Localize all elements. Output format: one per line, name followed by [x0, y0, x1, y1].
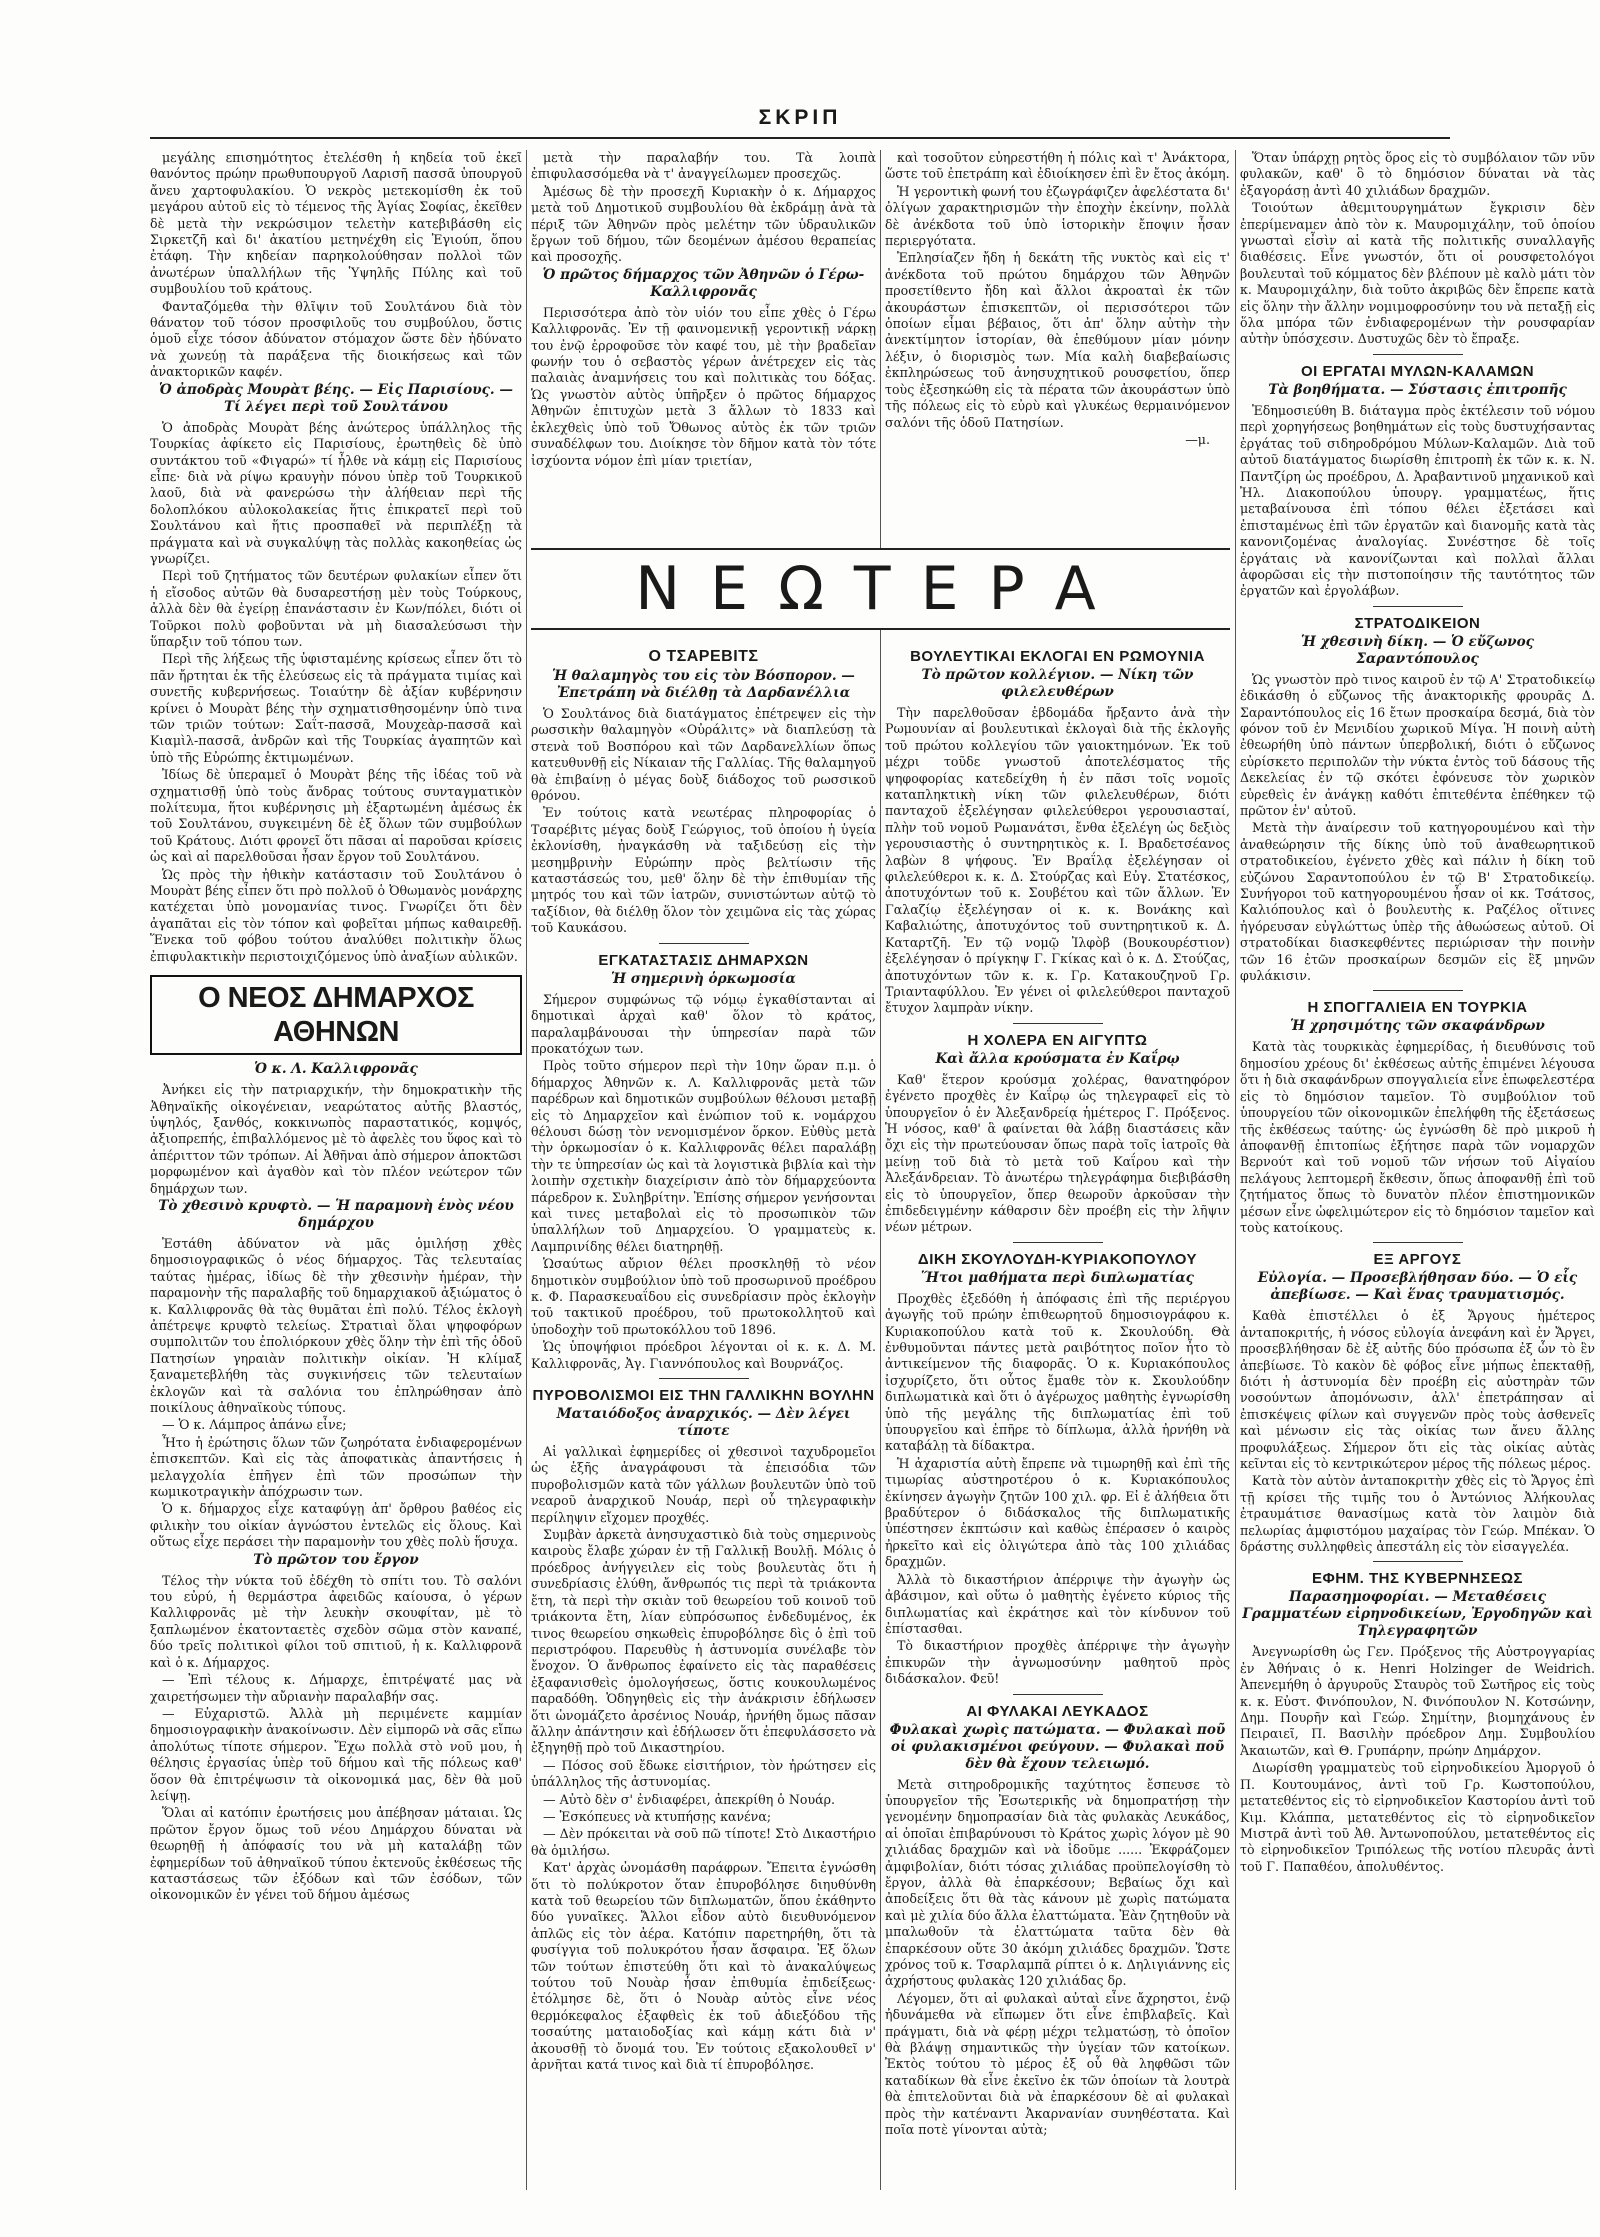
- divider: [1373, 606, 1463, 607]
- divider: [1013, 1242, 1103, 1243]
- column-3-top: [885, 150, 1230, 610]
- paragraph: Ἡ ἀχαριστία αὐτὴ ἔπρεπε νὰ τιμωρηθῇ καὶ ἐπὶ τῆς τιμωρίας αὐστηροτέρου ὁ κ. Κυριακόπουλος ἐκίνησεν ἀγωγὴν ζητῶν 100 χιλ. φρ. Εἰ ἐ ἀλήθεια ὅτι βραδύτερον ὁ διδάσκαλος τῆς διπλωματικῆς ὑπέστησεν ἐκπτώσιν καὶ καθὼς ἐπέρασεν ὁ καιρὸς ἠρκεῖτο καὶ εἰς ὀλιγώτερα ἀπὸ τὰς 100 χιλιάδας δραχμῶν.: [885, 1455, 1230, 1570]
- paragraph: Ὅλαι αἱ κατόπιν ἐρωτήσεις μου ἀπέβησαν μάταιαι. Ὡς πρῶτον ἔργον ὅμως τοῦ νέου Δημάρχου δύναται νὰ θεωρηθῇ ἡ ἀπόφασίς του νὰ μὴ καταλάβῃ τῶν ἐφημερίδων τοῦ ἀθηναϊκοῦ τύπου ἐκτενοῦς ἐκθέσεως τῆς καταστάσεως τῶν ἐξόδων καὶ τῶν ἐσόδων, τῶν οἰκονομικῶν ἐν γένει τοῦ δήμου ἀμέσως: [150, 1805, 522, 1903]
- masthead-rule: [150, 137, 1450, 139]
- column-divider: [880, 150, 881, 2190]
- paragraph: Ἐν τούτοις κατὰ νεωτέρας πληροφορίας ὁ Τσαρέβιτς μέγας δοὺξ Γεώργιος, τοῦ ὁποίου ἡ ὑγεία ἐκλονίσθη, ἠναγκάσθη νὰ ταξιδεύσῃ εἰς τὴν μεσημβρινὴν Εὐρώπην πρὸς βελτίωσιν τῆς καταστάσεώς του, μεθ' ὅλην δὲ τὴν ἐπιθυμίαν τῆς μητρός του καὶ τῶν ἰατρῶν, συνιστώντων αὐτῷ τὸ ταξίδιον, θὰ διέλθῃ ὅλον τὸν χειμῶνα εἰς τὰς χώρας τοῦ Καυκάσου.: [531, 805, 876, 936]
- article-subheadline: Ἡ σημερινὴ ὁρκωμοσία: [611, 970, 796, 987]
- article-subheadline: Καὶ ἄλλα κρούσματα ἐν Καΐρῳ: [935, 1050, 1180, 1067]
- paragraph: Περισσότερα ἀπὸ τὸν υἱόν του εἶπε χθὲς ὁ Γέρω Καλλιφρονᾶς. Ἐν τῇ φαινομενικῇ γεροντικῇ νάρκῃ του ἐνῷ ἐρροφοῦσε τὸν καφέ του, μὲ τὴν βραδεῖαν φωνήν του ὁ σεβαστὸς γέρων ἀνέτρεχεν εἰς τὰς παλαιὰς ἀναμνήσεις του καὶ πολιτικὰς του δόξας. Ὡς γνωστὸν αὐτὸς ὑπῆρξεν ὁ πρῶτος δήμαρχος Ἀθηνῶν ἐπιτυχὼν μετὰ 3 ἄλλων τὸ 1833 καὶ ἐκλεχθεὶς ὑπὸ τοῦ Ὄθωνος αὐτὸς ἐκ τῶν τριῶν συναδέλφων του. Διοίκησε τὸν δῆμον κατὰ τὸν τότε ἰσχύοντα νόμον ἐπὶ μίαν τριετίαν,: [531, 304, 876, 468]
- paragraph: Ἀμέσως δὲ τὴν προσεχῆ Κυριακὴν ὁ κ. Δήμαρχος μετὰ τοῦ Δημοτικοῦ συμβουλίου θὰ ἐκδράμῃ ἀνὰ τὰ πέριξ τῶν Ἀθηνῶν πρὸς μελέτην τῶν ὑδραυλικῶν ἔργων τοῦ δήμου, τῶν δεομένων ἀμέσου θεραπείας καὶ προσοχῆς.: [531, 183, 876, 265]
- article-subheadline: Φυλακαὶ χωρὶς πατώματα. — Φυλακαὶ ποῦ οἱ φυλακισμένοι φεύγουν. — Φυλακαὶ ποῦ δὲν θὰ ἔχουν τελειωμό.: [889, 1721, 1226, 1772]
- article-subheadline: Τὰ βοηθήματα. — Σύστασις ἐπιτροπῆς: [1268, 381, 1567, 398]
- paragraph: — Ἐσκόπευες νὰ κτυπήσῃς κανένα;: [543, 1808, 772, 1824]
- paragraph: Ἡ γεροντικὴ φωνή του ἐζωγράφιζεν ἀφελέστατα δι' ὀλίγων χαρακτηρισμῶν τὴν ἐποχὴν ἐκείνην, πολλὰ δὲ ἀνέκδοτα τοῦ ὑπὸ ἱστορικὴν ἔποψιν ἦσαν περιεργότατα.: [885, 183, 1230, 249]
- paragraph: Ὁ κ. δήμαρχος εἶχε καταφύγῃ ἀπ' ὄρθρου βαθέος εἰς φιλικὴν του οἰκίαν ἀγνώστου ἐντελῶς εἰς ὅλους. Καὶ οὕτως εἶχε περάσει τὴν παραμονὴν του χθὲς πολὺ ἥσυχα.: [150, 1501, 522, 1550]
- paragraph: — Πόσος σοῦ ἔδωκε εἰσιτήριον, τὸν ἠρώτησεν εἰς ὑπάλληλος τῆς ἀστυνομίας.: [531, 1757, 876, 1790]
- article-headline: ΕΞ ΑΡΓΟΥΣ: [1373, 1251, 1462, 1269]
- column-divider: [1235, 150, 1236, 2190]
- column-3-lower: [885, 640, 1230, 2190]
- paragraph: — Ὁ κ. Λάμπρος ἀπάνω εἶνε;: [162, 1417, 347, 1433]
- paragraph: Συμβὰν ἀρκετὰ ἀνησυχαστικὸ διὰ τοὺς σημερινοὺς καιροὺς ἔλαβε χώραν ἐν τῇ Γαλλικῇ Βουλῇ. Μόλις ὁ πρόεδρος ἀνήγγειλεν εἰς τοὺς βουλευτὰς ὅτι ἡ συνεδρίασις ἐλύθη, ἄνθρωπός τις περὶ τὰ τριάκοντα ἔτη, τὰ περὶ τὴν σκιὰν τοῦ θεωρείου τοῦ κοινοῦ τοῦ τριάκοντα ἔτη, λίαν εὐπρόσωπος ἐνδεδυμένος, ἐκ τινος θεωρείου σηκωθεὶς ἐπυροβόλησε δὶς ὁ ἐπὶ τοῦ περιστρόφου. Παρευθὺς ἡ ἀστυνομία συνέλαβε τὸν ἔνοχον. Ὁ ἄνθρωπος ἐφαίνετο εἰς τὰς παραθέσεις ἐξαφανισθεὶς ὁμολογήσεως, ὅστις κουκουλωμένος παραδόθη. Ὁδηγηθεὶς εἰς τὴν ἀνάκρισιν ἐδήλωσεν ὅτι ὠνομάζετο ἀρσένιος Νουάρ, ἠρνήθη ὅμως πᾶσαν ἄλλην ἀπάντησιν καὶ ἐδήλωσεν ὅτι ἐπεφυλάσσετο νὰ ἐξηγηθῇ πρὸ τοῦ Δικαστηρίου.: [531, 1527, 876, 1756]
- paragraph: Ἐπλησίαζεν ἤδη ἡ δεκάτη τῆς νυκτὸς καὶ εἰς τ' ἀνέκδοτα τοῦ πρώτου δημάρχου τῶν Ἀθηνῶν προσετίθεντο ἤδη καὶ ἄλλοι ἀκροαταὶ ἐκ τῶν ἀκουράστων ἐπισκεπτῶν, οἱ περισσότεροι τῶν ὁποίων εἶμαι βέβαιος, ὅτι ἀπ' ὅλην αὐτὴν τὴν ἀνεκτίμητον ἱστορίαν, θὰ ἐπεθύμουν μίαν μόνην λέξιν, ὁ διορισμὸς των. Μία καλὴ διαβεβαίωσις ἐκπληρώσεως τοῦ ἀνησυχητικοῦ ρουσφετίου, ὅπερ τοὺς ἐξεσηκώθη εἰς τὰ πέρατα τῶν ἀκουράστων ὑπὸ τῆς πόλεως εἰς τὸ εὐρὺ καὶ γλυκέως θερμαινόμενον σαλόνι τῆς ὁδοῦ Πατησίων.: [885, 250, 1230, 430]
- paragraph: Κατ' ἀρχὰς ὠνομάσθη παράφρων. Ἔπειτα ἐγνώσθη ὅτι τὸ πολύκροτον ὅταν ἐπυροβόλησε διηυθύνθη κατὰ τοῦ θεωρείου τῶν διπλωματῶν, ὅπου ἐκάθηντο δύο γυναῖκες. Ἄλλοι εἶδον αὐτὸ διευθυνόμενον ἁπλῶς εἰς τὸν ἀέρα. Κατόπιν παρετηρήθη, ὅτι τὰ φυσίγγια τοῦ πολυκρότου ἦσαν ἄσφαιρα. Ἐξ ὅλων τῶν τούτων ἐπιστεύθη ὅτι καὶ τὸ ἀνακαλύψεως τούτου τοῦ Νουὰρ ἦσαν ἐπιθυμία ἐπιδείξεως· ἐτόλμησε δὲ, ὅτι ὁ Νουὰρ αὐτὸς εἶνε νέος θερμόκεφαλος ἐξαφθεὶς ἐκ τοῦ ἀδιεξόδου τῆς τοσαύτης ματαιοδοξίας καὶ κάμῃ κάτι διὰ ν' ἀκουσθῇ τὸ ὄνομά του. Ἐν τούτοις εξακολουθεῖ ν' ἀρνῆται κατά τινος καὶ διὰ τί ἐπυροβόλησε.: [531, 1860, 876, 2073]
- paragraph: Ὡς ὑποψήφιοι πρόεδροι λέγονται οἱ κ. κ. Δ. Μ. Καλλιφρονᾶς, Ἀγ. Γιαννόπουλος καὶ Βουρνάζος.: [531, 1339, 876, 1371]
- article-headline: ΣΤΡΑΤΟΔΙΚΕΙΟΝ: [1354, 614, 1481, 632]
- paragraph: Ὅταν ὑπάρχῃ ρητὸς ὅρος εἰς τὸ συμβόλαιον τῶν νῦν φυλακῶν, καθ' ὃ τὸ δημόσιον δύναται νὰ τὰς ἐξαγοράσῃ ἀντὶ 40 χιλιάδων δραχμῶν.: [1240, 150, 1595, 198]
- article-headline: ΔΙΚΗ ΣΚΟΥΛΟΥΔΗ-ΚΥΡΙΑΚΟΠΟΥΛΟΥ: [917, 1250, 1198, 1268]
- article-headline: ΑΙ ΦΥΛΑΚΑΙ ΛΕΥΚΑΔΟΣ: [966, 1702, 1149, 1720]
- divider: [1373, 1561, 1463, 1562]
- paragraph: Περὶ τῆς λήξεως τῆς ὑφισταμένης κρίσεως εἶπεν ὅτι τὸ πᾶν ἤρτηται ἐκ τῆς ἐλεύσεως εἰς τὰ πράγματα τιμίας καὶ συνετῆς κυβερνήσεως. Τοιαύτην δὲ ἀξίαν κυβέρνησιν κρίνει ὁ Μουρὰτ βέης τὴν σχηματισθησομένην ὑπὸ τινα τῶν τριῶν τούτων: Σαΐτ-πασσᾶ, Μουχεὰρ-πασσᾶ καὶ Κιαμὶλ-πασσᾶ, ἀνδρῶν καὶ τῆς Τουρκίας ἀγαπητῶν καὶ ὑπὸ τῆς Εὐρώπης ἐκτιμωμένων.: [150, 651, 522, 765]
- paragraph: Ἰδίως δὲ ὑπεραμεῖ ὁ Μουρὰτ βέης τῆς ἰδέας τοῦ νὰ σχηματισθῇ ὑπὸ τοὺς ἄνδρας τούτους συνταγματικὸν πολίτευμα, ἥτοι κυβέρνησις μὴ ἐξαρτωμένη ἀμέσως ἐκ τοῦ Σουλτάνου, συγκειμένη δὲ ἐξ ὅλων τῶν συμβούλων τοῦ Κράτους. Διότι φρονεῖ ὅτι πᾶσαι αἱ παροῦσαι κρίσεις ὡς καὶ αἱ παρελθοῦσαι ἦσαν ἔργον τοῦ Σουλτάνου.: [150, 767, 522, 865]
- paragraph: — Εὐχαριστῶ. Ἀλλὰ μὴ περιμένετε καμμίαν δημοσιογραφικὴν ἀνακοίνωσιν. Δὲν εἰμπορῶ νὰ σᾶς εἴπω ἀπολύτως τίποτε σήμερον. Ἔχω πολλὰ στὸ νοῦ μου, ἡ θέλησις ἐργασίας ὑπὲρ τοῦ δήμου καὶ τῆς πόλεως καθ' ὅσον θὰ ἐπιτρέψωσιν τὰ οἰκονομικά μας, δὲν θὰ μοῦ λείψῃ.: [150, 1705, 522, 1803]
- section-banner: [531, 548, 1230, 630]
- paragraph: Ἀλλὰ τὸ δικαστήριον ἀπέρριψε τὴν ἀγωγὴν ὡς ἀβάσιμον, καὶ οὕτω ὁ μαθητὴς ἐγένετο κύριος τῆς διπλωματίας καὶ ἐκράτησε καὶ τὸν κίνδυνον τοῦ ἐπίστασθαι.: [885, 1571, 1230, 1636]
- article-headline: ΕΦΗΜ. ΤΗΣ ΚΥΒΕΡΝΗΣΕΩΣ: [1311, 1570, 1524, 1588]
- column-divider: [526, 150, 527, 2190]
- article-subheadline: Ἡ χρησιμότης τῶν σκαφάνδρων: [1290, 1018, 1545, 1035]
- boxed-headline: Ο ΝΕΟΣ ΔΗΜΑΡΧΟΣ ΑΘΗΝΩΝ: [150, 975, 522, 1055]
- paragraph: Τοιούτων ἀθεμιτουργημάτων ἔγκρισιν δὲν ἐπερίμεναμεν ἀπὸ τὸν κ. Μαυρομιχάλην, τοῦ ὁποίου γνωσταὶ εἶσὶν αἱ κατὰ τῆς πολιτικῆς συναλλαγῆς διαθέσεις. Εἶνε γνωστόν, ὅτι οἱ ρουσφετολόγοι βουλευταὶ τοῦ κόμματος δὲν βλέπουν μὲ καλὸ μάτι τὸν κ. Μαυρομιχάλην, διὰ τοῦτο ἀκριβῶς δὲν ἔπρεπε κατὰ εἰς ὅλην τὴν ἄλλην νομιμοφροσύνην του νὰ πεταξῇ εἰς ὅλα μπόρα τῶν ἐνδιαφερομένων τὴν ρουσφαρίαν αὐτὴν ὑπόσχεσιν. Δυστυχῶς δὲν τὸ ἔπραξε.: [1240, 200, 1595, 347]
- paragraph: καὶ τοσοῦτον εὐηρεστήθη ἡ πόλις καὶ τ' Ἀνάκτορα, ὥστε τοῦ ἐπετράπη καὶ ἐδιοίκησεν ἐπὶ ἓν ἔτος ἀκόμη.: [885, 150, 1230, 182]
- paragraph: Ὡς γνωστὸν πρὸ τινος καιροῦ ἐν τῷ Α' Στρατοδικείῳ ἐδικάσθη ὁ εὔζωνος τῆς ἀνακτορικῆς φρουρᾶς Δ. Σαραντόπουλος εἰς 16 ἔτων προσκαίρα δεσμά, διὰ τὸν φόνον τοῦ ἐν Μενιδίου χωρικοῦ Μίγα. Ἡ ποινὴ αὐτὴ ἐθεωρήθη ὑπὸ πάντων ὑπερβολική, διότι ὁ εὔζωνος εὐρίσκετο περιπολῶν τὴν νύκτα ἐντὸς τοῦ δάσους τῆς Δεκελείας ἐν τῷ σκότει ἐφόνευσε τὸν χωρικὸν εὑρεθεὶς ἐν ἀνάγκῃ καθότι ἐπιτεθέντα ἐπέθηκεν τῷ πρῶτον ἐν' αὐτοῦ.: [1240, 671, 1595, 818]
- paragraph: Διωρίσθη γραμματεὺς τοῦ εἰρηνοδικείου Ἀμοργοῦ ὁ Π. Κουτουμάνος, ἀντὶ τοῦ Γρ. Κωστοπούλου, μετατεθέντος εἰς τὸ εἰρηνοδικεῖον Καστορίου ἀντὶ τοῦ Κιμ. Κλάππα, μετατεθέντος εἰς τὸ εἰρηνοδικεῖον Μιστρᾶ ἀντὶ τοῦ Ἀθ. Ἀντωνοπούλου, μετατεθέντος εἰς τὸ εἰρηνοδικεῖον Τριπόλεως τῆς νοτίου πλευρᾶς ἀντὶ τοῦ Γ. Παπαθέου, ἀπολυθέντος.: [1240, 1760, 1595, 1874]
- masthead: [150, 106, 1450, 146]
- paragraph: Κατὰ τὸν αὐτὸν ἀνταποκριτὴν χθὲς εἰς τὸ Ἄργος ἐπὶ τῇ κρίσει τῆς τιμῆς του ὁ Ἀντώνιος Ἀλήκουλας ἐτραυμάτισε θανασίμως κατὰ τὸν λαιμὸν διὰ πελωρίας ἀμφιστόμου μαχαίρας τὸν Γεώρ. Μπέκαν. Ὁ δράστης συλληφθεὶς ἀπεστάλη εἰς τὸν εἰσαγγελέα.: [1240, 1473, 1595, 1555]
- paragraph: Ἐστάθη ἀδύνατον νὰ μᾶς ὁμιλήσῃ χθὲς δημοσιογραφικῶς ὁ νέος δήμαρχος. Τὰς τελευταίας ταύτας ἡμέρας, ἰδίως δὲ τὴν χθεσινὴν ἡμέραν, τὴν παραμονὴν τῆς παραλαβῆς τοῦ δημαρχιακοῦ ἀξιώματος ὁ κ. Καλλιφρονᾶς θὰ τὰς θυμᾶται ἐπὶ πολύ. Τέλος ἐκλογὴ ἀπέτρεψε κρυφτὸ τελείως. Στρατιαὶ ὅλαι ψηφοφόρων συμπολιτῶν του ἐπολιόρκουν χθὲς ὅλην τὴν ἐπὶ τῆς ὁδοῦ Πατησίων γηραιὰν πολιτικὴν οἰκίαν. Ἡ κλίμαξ ξαναμετεβλήθη τὰς συγκινήσεις τῶν τελευταίων ἐκλογῶν καὶ τὰ σαλόνια του ἐπληρώθησαν ἀπὸ ποικίλους ἀθηναϊκοὺς τύπους.: [150, 1235, 522, 1415]
- paragraph: Σήμερον συμφώνως τῷ νόμῳ ἐγκαθίστανται αἱ δημοτικαὶ ἀρχαὶ καθ' ὅλον τὸ κράτος, παραλαμβάνουσαι τὴν ὑπηρεσίαν παρὰ τῶν προκατόχων των.: [531, 991, 876, 1056]
- paragraph: Ὁ ἀποδρὰς Μουρὰτ βέης ἀνώτερος ὑπάλληλος τῆς Τουρκίας ἀφίκετο εἰς Παρισίους, ἐρωτηθεὶς δὲ ὑπὸ συντάκτου τοῦ «Φιγαρώ» τί ἦλθε νὰ κάμῃ εἰς Παρισίους εἶπε· διὰ νὰ ρίψω κραυγὴν πόνου ὑπὲρ τοῦ Τουρκικοῦ λαοῦ, διὰ νὰ φανερώσω τὴν ἀλήθειαν περὶ τῆς δολοπλόκου αὐλοκολακείας ἥτις ἐπικρατεῖ περὶ τοῦ Σουλτάνου καὶ ἥτις προσπαθεῖ νὰ περιπλέξῃ τὰ πράγματα καὶ νὰ συγκαλύψῃ τὰς πολλὰς κακοηθείας ὡς γνωρίζει.: [150, 419, 522, 566]
- paragraph: Περὶ τοῦ ζητήματος τῶν δευτέρων φυλακίων εἶπεν ὅτι ἡ εἴσοδος αὐτῶν θὰ δυσαρεστήσῃ μὲν τοὺς Τούρκους, ἀλλὰ δὲν θὰ ἐγείρῃ ἐπανάστασιν ἐν Κων/πόλει, διότι οἱ Τοῦρκοι πολὺ φοβοῦνται νὰ μὴ διασαλεύσωσι τὴν ὕπαρξιν τοῦ τόπου των.: [150, 568, 522, 649]
- column-2-top: [531, 150, 876, 610]
- article-headline: ΟΙ ΕΡΓΑΤΑΙ ΜΥΛΩΝ-ΚΑΛΑΜΩΝ: [1300, 362, 1535, 380]
- column-4: [1240, 150, 1595, 2190]
- divider: [659, 1378, 749, 1379]
- paragraph: Προχθὲς ἐξεδόθη ἡ ἀπόφασις ἐπὶ τῆς περιέργου ἀγωγῆς τοῦ πρώην ἐπιθεωρητοῦ δημοσιογράφου κ. Κυριακοπούλου κατὰ τοῦ κ. Σκουλούδη. Θὰ ἐνθυμοῦνται πάντες μετὰ ραιβότητος ποῖον ἦτο τὸ ἀντικείμενον τῆς διαφορᾶς. Ὁ κ. Κυριακόπουλος ἰσχυρίζετο, ὅτι οὗτος ἔμαθε τὸν κ. Σκουλούδην διπλωματικὰ καὶ ὅτι ὁ ἀγέρωχος μαθητὴς ἐγνωρίσθη ὑπὸ τῆς μεγάλης τῆς διπλωματίας ἐπὶ τοῦ ὑπουργεῖου καὶ ἐπῆρε τὸ δίπλωμα, ἀλλὰ ἠρνήθη νὰ καταβάλῃ τὰ δίδακτρα.: [885, 1290, 1230, 1454]
- paragraph: Ἐδημοσιεύθη Β. διάταγμα πρὸς ἐκτέλεσιν τοῦ νόμου περὶ χορηγήσεως βοηθημάτων εἰς τοὺς δυστυχήσαντας ἐργάτας τοῦ σιδηροδρόμου Μύλων-Καλαμῶν. Διὰ τοῦ αὐτοῦ διατάγματος διωρίσθη ἐπιτροπὴ ἐκ τῶν κ. κ. Ν. Παντζίρη ὡς προέδρου, Δ. Ἀραβαντινοῦ μηχανικοῦ καὶ Ἠλ. Διακοπούλου ὑπουργ. γραμματέως, ἥτις μεταβαίνουσα ἐπὶ τόπου θέλει ἐξετάσει καὶ ἐπισταμένως ἐπὶ τῶν ἐργατῶν καὶ διανομῆς κατὰ τὰς κανονιζομένας ἀναλογίας. Συνέστησε δὲ τοῖς ἐργάταις νὰ κανονίζωνται καὶ πολλαὶ ἄλλαι ἀφορῶσαι εἰς τὴν πιστοποίησιν τῆς ταυτότητος τῶν ἐργατῶν καὶ ἐργολάβων.: [1240, 402, 1595, 599]
- article-headline: ΠΥΡΟΒΟΛΙΣΜΟΙ ΕΙΣ ΤΗΝ ΓΑΛΛΙΚΗΝ ΒΟΥΛΗΝ: [532, 1387, 875, 1405]
- paragraph: — Αὐτὸ δὲν σ' ἐνδιαφέρει, ἀπεκρίθη ὁ Νουάρ.: [543, 1791, 836, 1807]
- paragraph: Ὡς πρὸς τὴν ἠθικὴν κατάστασιν τοῦ Σουλτάνου ὁ Μουρὰτ βέης εἶπεν ὅτι πρὸ πολλοῦ ὁ Ὀθωμανὸς μονάρχης κατέχεται ὑπὸ μονομανίας τινος. Γνωρίζει ὅτι δὲν ἀγαπᾶται εἰς τὸν τόπον καὶ φοβεῖται μήπως καθαιρεθῇ. Ἕνεκα τοῦ φόβου τούτου ἀναλύθει πολιτικὴν ὅλως ἐπιφυλακτικὴν περιστοιχιζόμενος ὑπὸ ἀναξίων αὐλικῶν.: [150, 866, 522, 964]
- column-2-lower: [531, 640, 876, 2190]
- paragraph: — Ἐπὶ τέλους κ. Δήμαρχε, ἐπιτρέψατέ μας νὰ χαιρετήσωμεν τὴν αὔριανὴν παραλαβήν σας.: [150, 1672, 522, 1704]
- paragraph: Ἀνεγνωρίσθη ὡς Γεν. Πρόξενος τῆς Αὐστρογγαρίας ἐν Ἀθήναις ὁ κ. Henri Holzinger de Weidrich. Ἀπενεμήθη ὁ ἀργυροῦς Σταυρὸς τοῦ Σωτῆρος εἰς τοὺς κ. κ. Εὐστ. Φινόπουλον, Ν. Φινόπουλον Ν. Κοτσώνην, Δημ. Πουρῆν καὶ Γεώρ. Σημίτην, βιομηχάνους ἐν Πειραιεῖ, Π. Βασιλὴν πρόεδρον Δημ. Συμβουλίου Ἀκαιωτῶν, καὶ Θ. Γρυπάρην, πρώην Δημάρχον.: [1240, 1644, 1595, 1758]
- article-subheadline: Εὐλογία. — Προσεβλήθησαν δύο. — Ὁ εἷς ἀπεβίωσε. — Καὶ ἕνας τραυματισμός.: [1257, 1270, 1578, 1304]
- divider: [1373, 1242, 1463, 1243]
- paragraph: μεγάλης επισημότητος ἐτελέσθη ἡ κηδεία τοῦ ἐκεῖ θανόντος πρώην πρωθυπουργοῦ Λαρισῆ πασσᾶ ὑπουργοῦ ἄνευ χαρτοφυλακίου. Ὁ νεκρὸς μετεκομίσθη ἐκ τοῦ μεγάρου αὐτοῦ εἰς τὸ τέμενος τῆς Ἁγίας Σοφίας, ἐκεῖθεν δὲ μετὰ τὴν νεκρώσιμον τελετὴν κατεβιβάσθη εἰς Σιρκετζῆ καὶ δι' ἀκατίου μετηνέχθη εἰς Ἐγιούπ, ὅπου ἐτάφη. Τὴν κηδείαν παρηκολούθησαν πολλοὶ τῶν ἀνωτέρων ὑπαλλήλων τῆς Ὑψηλῆς Πύλης καὶ τοῦ συμβουλίου τοῦ κράτους.: [150, 150, 522, 297]
- paragraph: Αἱ γαλλικαὶ ἐφημερίδες οἱ χθεσινοὶ ταχυδρομεῖοι ὡς ἑξῆς ἀναγράφουσι τὰ ἐπεισόδια τῶν πυροβολισμῶν κατὰ τῶν γάλλων βουλευτῶν ὑπὸ τοῦ νεαροῦ ἀναρχικοῦ Νουάρ, περὶ οὗ τηλεγραφικὴν περίληψιν εἴχομεν προχθές.: [531, 1444, 876, 1525]
- article-headline: Ὁ πρῶτος δήμαρχος τῶν Ἀθηνῶν ὁ Γέρω-Καλλιφρονᾶς: [542, 266, 865, 300]
- paragraph: Μετὰ σιτηροδρομικῆς ταχύτητος ἔσπευσε τὸ ὑπουργεῖον τῆς Ἐσωτερικῆς νὰ δημοπρατήσῃ τὴν γενομένην δημοπρασίαν διὰ τὰς φυλακὰς Λευκάδος, αἱ ὁποῖαι ἐπιβαρύνουσι τὸ Κράτος χωρὶς λόγον μὲ 90 χιλιάδας δραχμῶν καὶ νὰ ἰδοῦμε ...... Ἐκφράζομεν ἀμφιβολίαν, διότι τόσας χιλιάδας προϋπελογίσθη τὸ ἔργον, ἀλλὰ θὰ ἐπαρκέσουν; Βεβαίως ὄχι καὶ ἀποδείξεις ὅτι θὰ τὰς κάνουν μὲ χωρὶς πατώματα καὶ μὲ χιλία δύο ἄλλα ἐλαττώματα. Ἐὰν ζητηθοῦν νὰ μπαλωθοῦν τὰ ἐλαττώματα ταῦτα δὲν θὰ ἐπαρκέσουν οὔτε 30 ἀκόμη χιλιάδες δραχμῶν. Ὥστε χρόνος τοῦ κ. Τσαρλαμπᾶ ρίπτει ὁ κ. Δηλιγιάννης εἰς ἀχρήστους φυλακὰς 120 χιλιάδας δρ.: [885, 1776, 1230, 1989]
- paragraph: Ἦτο ἡ ἐρώτησις ὅλων τῶν ζωηρότατα ἐνδιαφερομένων ἐπισκεπτῶν. Καὶ εἰς τὰς ἀποφατικὰς ἀπαντήσεις ἡ μελαγχολία ἐπῆγεν ἐπὶ τῶν προσώπων τὴν κωμικοτραγικὴν ἀπόχρωσιν των.: [150, 1434, 522, 1500]
- article-headline: ΒΟΥΛΕΥΤΙΚΑΙ ΕΚΛΟΓΑΙ ΕΝ ΡΩΜΟΥΝΙΑ: [910, 648, 1205, 665]
- divider: [1013, 1694, 1103, 1695]
- column-1: [150, 150, 522, 2190]
- paragraph: Τέλος τὴν νύκτα τοῦ ἐδέχθη τὸ σπίτι του. Τὸ σαλόνι του εὐρύ, ἡ θερμάστρα ἀφειδῶς καίουσα, ὁ γέρων Καλλιφρονᾶς μὲ τὴν λευκὴν σκουφίταν, μὲ τὸ ξαπλωμένον ἑκατονταετὲς σχεδὸν σῶμα στὸν καναπέ, δύο τρεῖς πολιτικοὶ φίλοι τοῦ σπιτιοῦ, ἡ κ. Καλλιφρονᾶ καὶ ὁ κ. Δήμαρχος.: [150, 1572, 522, 1670]
- article-headline: Ὁ ἀποδρὰς Μουρὰτ βέης. — Εἰς Παρισίους. — Τί λέγει περὶ τοῦ Σουλτάνου: [159, 381, 513, 415]
- article-subheadline: Ὁ κ. Λ. Καλλιφρονᾶς: [254, 1061, 418, 1078]
- article-subheadline: Ματαιόδοξος ἀναρχικός. — Δὲν λέγει τίποτε: [556, 1406, 851, 1440]
- paragraph: Ὡσαύτως αὔριον θέλει προσκληθῇ τὸ νέον δημοτικὸν συμβούλιον ὑπὸ τοῦ προσωρινοῦ προέδρου κ. Φ. Παρασκευαΐδου εἰς συνεδρίασιν πρὸς ἐκλογὴν τοῦ τακτικοῦ προέδρου, τοῦ πρωτοκολλητοῦ καὶ ὑποδοχὴν τοῦ πρωτοκόλλου τοῦ 1896.: [531, 1256, 876, 1337]
- article-subheadline: Τὸ χθεσινὸ κρυφτὸ. — Ἡ παραμονὴ ἑνὸς νέου δημάρχου: [158, 1197, 514, 1231]
- paragraph: Λέγομεν, ὅτι αἱ φυλακαὶ αὐταὶ εἶνε ἄχρηστοι, ἐνῷ ἠδυνάμεθα νὰ εἴπωμεν ὅτι εἶνε ἐπιβλαβεῖς. Καὶ πράγματι, διὰ νὰ φέρῃ μέχρι τελματώσῃ, τὸ ὁποῖον θὰ βλάψῃ σημαντικῶς τὴν ὑγείαν τῶν κατοίκων. Ἐκτὸς τούτου τὸ μέρος ἐξ οὗ θὰ ληφθῶσι τῶν καταδίκων θὰ εἶνε ἐκεῖνο ἐκ τῶν ὁποίων τὰ λουτρὰ θὰ ἐπιτελοῦνται διὰ νὰ ἐπαρκέσουν δὲ αἱ φυλακαὶ πρὸς τὴν κατέναντι Ἀκαρνανίαν συνηθέστατα. Καὶ ποῖα ποτὲ γίνονται αὐτὰ;: [885, 1990, 1230, 2138]
- article-headline: Η ΧΟΛΕΡΑ ΕΝ ΑΙΓΥΠΤΩ: [967, 1031, 1148, 1049]
- divider: [659, 943, 749, 944]
- article-headline: Η ΣΠΟΓΓΑΛΙΕΙΑ ΕΝ ΤΟΥΡΚΙΑ: [1307, 999, 1528, 1017]
- article-subheadline: Τὸ πρῶτον του ἔργον: [253, 1551, 419, 1568]
- article-subheadline: Παρασημοφορίαι. — Μεταθέσεις Γραμματέων εἰρηνοδικείων, Ἐργοδηγῶν καὶ Τηλεγραφητῶν: [1242, 1589, 1593, 1640]
- divider: [1013, 1023, 1103, 1024]
- divider: [1373, 354, 1463, 355]
- paragraph: Πρὸς τοῦτο σήμερον περὶ τὴν 10ην ὥραν π.μ. ὁ δήμαρχος Ἀθηνῶν κ. Λ. Καλλιφρονᾶς μετὰ τῶν παρέδρων καὶ δημοτικῶν συμβούλων θέλουσι μεταβῇ εἰς τὸ Δημαρχεῖον καὶ ἐνώπιον τοῦ κ. νομάρχου θέλουσι δώσῃ τὸν νενομισμένον ὅρκον. Εὐθὺς μετὰ τὴν ὁρκωμοσίαν ὁ κ. Καλλιφρονᾶς θέλει παραλάβῃ τὴν τε ὑπηρεσίαν ὡς καὶ τὰ λογιστικὰ βιβλία καὶ τὴν λοιπὴν σχετικὴν διαχείρισιν ἀπὸ τὸν δήμαρχεύοντα πάρεδρον κ. Συληβρίτην. Ἐπίσης σήμερον γενήσονται καὶ τινες μεταβολαὶ εἰς τὸ προσωπικὸν τῶν ὑπαλλήλων τοῦ Δημαρχείου. Ὁ γραμματεὺς κ. Λαμπρινίδης θέλει διατηρηθῇ.: [531, 1058, 876, 1254]
- author-signature: —μ.: [1185, 431, 1210, 447]
- banner-title: ΝΕΩΤΕΡΑ: [635, 554, 1126, 624]
- paragraph: Καθὰ ἐπιστέλλει ὁ ἐξ Ἄργους ἡμέτερος ἀνταποκριτής, ἡ νόσος εὐλογία ἀνεφάνη καὶ ἐν Ἄργει, προσεβλήθησαν δὲ ἐξ αὐτῆς δύο πρόσωπα ἐξ ὧν τὸ ἓν ἀπεβίωσε. Τὸ κακὸν δὲ φόβος εἶνε μήπως ἐπεκταθῇ, διότι ἡ ἀστυνομία δὲν προέβη εἰς αὐστηρὰν τῶν νοσούντων ἀπομόνωσιν, ἀλλ' ἐπετράπησαν αἱ ἐπισκέψεις φίλων καὶ συγγενῶν πρὸς τοὺς ἀσθενεῖς καὶ μένωσιν εἰς τὰς οἰκίας των ἄνευ ἄλλης προφυλάξεως. Σήμερον ὅτι εἰς τὰς οἰκίας αὐτὰς κεῖνται εἰς τὸ κεντρικώτερον μέρος τῆς πόλεως μέρος.: [1240, 1308, 1595, 1471]
- paragraph: Κατὰ τὰς τουρκικὰς ἐφημερίδας, ἡ διευθύνσις τοῦ δημοσίου χρέους δι' ἐκθέσεως αὐτῆς ἐπιμένει λέγουσα ὅτι ἡ διὰ σκαφάνδρων σπογγαλιεία εἶνε ἐπωφελεστέρα εἰς τὸ δημόσιον ταμεῖον. Τὸ συμβούλιον τοῦ ὑπουργείου τῶν οἰκονομικῶν ἐπελήφθη τῆς ἐξετάσεως τῆς ἐκθέσεως ταύτης· ὡς ἐγνώσθη δὲ πρὸ μικροῦ ἡ ἀποφανθῇ ἐπιτοπίως ἐξήτησε παρὰ τῶν νομαρχῶν Βερνούτ καὶ τοῦ νομοῦ τῶν νήσων τοῦ Αἰγαίου πελάγους λεπτομερῆ ἔκθεσιν, ὅπως ἀποφανθῇ ἐπὶ τοῦ ζητήματος ὅπως τὸ δυνατὸν πλέον ἐπιστημονικῶν μέσων εἶνε ὠφελιμώτερον εἰς τὸ δημόσιον ταμεῖον καὶ τοὺς κατοίκους.: [1240, 1039, 1595, 1235]
- newspaper-title: ΣΚΡΙΠ: [758, 106, 842, 129]
- article-subheadline: Ἥτοι μαθήματα περὶ διπλωματίας: [921, 1269, 1194, 1286]
- paragraph: — Δὲν πρόκειται νὰ σοῦ πῶ τίποτε! Στὸ Δικαστήριο θὰ ὁμιλήσω.: [531, 1826, 876, 1858]
- paragraph: Καθ' ἕτερον κρούσμα χολέρας, θανατηφόρον ἐγένετο προχθὲς ἐν Καΐρῳ ὡς τηλεγραφεῖ εἰς τὸ ὑπουργεῖον ὁ ἐν Ἀλεξανδρείᾳ ἡμέτερος Γ. Πρόξενος. Ἡ νόσος, καθ' ἃ φαίνεται θὰ λάβῃ διαστάσεις κἂν ὄχι εἰς τὴν πρωτεύουσαν ὅπως παρὰ τοῖς ἰατροῖς θὰ μείνῃ τοῦ διὰ τὸ μετὰ τοῦ Καΐρου καὶ τὴν Ἀλεξάνδρειαν. Τὸ ἀνωτέρω τηλεγράφημα διεβιβάσθη εἰς τὸ ὑπουργεῖον, ὅπερ θεωροῦν ἀρκοῦσαν τὴν ἐπιδεδειγμένην κάθαρσιν δὲν προέβη εἰς τὴν λῆψιν νέων μέτρων.: [885, 1071, 1230, 1235]
- paragraph: Τὸ δικαστήριον προχθὲς ἀπέρριψε τὴν ἀγωγὴν ἐπικυρῶν τὴν ἀγνωμοσύνην μαθητοῦ πρὸς διδάσκαλον. Φεῦ!: [885, 1638, 1230, 1687]
- paragraph: μετὰ τὴν παραλαβήν του. Τὰ λοιπὰ ἐπιφυλασσόμεθα νὰ τ' ἀναγγείλωμεν προσεχῶς.: [531, 150, 876, 182]
- paragraph: Τὴν παρελθοῦσαν ἑβδομάδα ἤρξαντο ἀνὰ τὴν Ρωμουνίαν αἱ βουλευτικαὶ ἐκλογαὶ διὰ τῆς ἐκλογῆς τοῦ πρώτου κολλεγίου τῶν γαιοκτημόνων. Ἐκ τοῦ μέχρι τοῦδε γνωστοῦ ἀποτελέσματος τῆς ψηφοφορίας κατεδείχθη ἡ ἐν πᾶσι τοῖς νομοῖς καταπληκτικὴ νίκη τῶν φιλελευθέρων, διότι πανταχοῦ ἐξελέγησαν φιλελεύθεροι γερουσιασταί, πλὴν τοῦ νομοῦ Ρωμανάτσι, ἔνθα ἐξελέγη ὡς δεξιὸς γερουσιαστὴς ὁ συντηρητικὸς κ. Ι. Βραδετσέανος λαβὼν 8 ψήφους. Ἐν Βραΐλᾳ ἐξελέγησαν οἱ φιλελεύθεροι κ. κ. Δ. Στούρζας καὶ Εὐγ. Στατέσκος, ἀποτυχόντων τοῦ κ. Σουβέτου καὶ τῶν ἄλλων. Ἐν Γαλαζίῳ ἐξελέγησαν οἱ κ. κ. Βονάκης καὶ Καβαλιώτης, ἀποτυχόντος τοῦ συντηρητικοῦ κ. Δ. Καταρτζῆ. Ἐν τῷ νομῷ Ἰλφὸβ (Βουκουρέστιον) ἐξελέγησαν ὁ πρίγκηψ Γ. Γκίκας καὶ ὁ κ. Δ. Στούζας, ἀποτυχόντων τῶν κ. κ. Γρ. Κατακουζηνοῦ Γρ. Τριανταφύλλου. Ἐν γένει οἱ φιλελεύθεροι πανταχοῦ ἔτυχον λαμπρὰν νίκην.: [885, 705, 1230, 1016]
- paragraph: Μετὰ τὴν ἀναίρεσιν τοῦ κατηγορουμένου καὶ τὴν ἀναθεώρησιν τῆς δίκης ὑπὸ τοῦ ἀναθεωρητικοῦ στρατοδικείου, ἐγένετο χθὲς καὶ πάλιν ἡ δίκη τοῦ εὐζώνου Σαραντοπούλου ἐν τῷ Β' Στρατοδικείῳ. Συνήγοροι τοῦ κατηγορουμένου ἦσαν οἱ κκ. Τσάτσος, Καλιόπουλος καὶ ὁ βουλευτὴς κ. Ραζέλος οἵτινες ἠγόρευσαν εὐγλώττως ὑπὲρ τῆς ἀθωώσεως αὐτοῦ. Οἱ στρατοδίκαι διασκεφθέντες περιώρισαν τὴν ποινὴν τῶν 16 ἐτῶν προσκαίρων δεσμῶν εἰς ἓξ μηνῶν φυλάκισιν.: [1240, 820, 1595, 984]
- divider: [1373, 990, 1463, 991]
- article-subheadline: Τὸ πρῶτον κολλέγιον. — Νίκη τῶν φιλελευθέρων: [921, 667, 1194, 700]
- article-headline: ΕΓΚΑΤΑΣΤΑΣΙΣ ΔΗΜΑΡΧΩΝ: [598, 951, 809, 969]
- paragraph: Ἀνήκει εἰς τὴν πατριαρχικήν, τὴν δημοκρατικὴν τῆς Ἀθηναϊκῆς οἰκογένειαν, νεαρώτατος αὐτῆς βλαστός, ὑψηλός, ξανθός, κοκκινωπὸς παραστατικός, κομψός, ἀξιοπρεπής, ἐπιβαλλόμενος μὲ τὸ ἀφελὲς του ὕφος καὶ τὸ ἀπέριττον τῶν τρόπων. Αἱ Ἀθῆναι ἀπὸ σήμερον ἀποκτῶσι μορφωμένον καὶ ἀγαθὸν καὶ τὸν πλέον νεώτερον τῶν δημάρχων των.: [150, 1082, 522, 1196]
- paragraph: Ὁ Σουλτάνος διὰ διατάγματος ἐπέτρεψεν εἰς τὴν ρωσσικὴν θαλαμηγὸν «Οὐράλιτς» νὰ διαπλεύσῃ τὰ στενὰ τοῦ Βοσπόρου καὶ τῶν Δαρδανελλίων ὅπως κατευθυνθῇ εἰς Νίκαιαν τῆς Γαλλίας. Τῆς θαλαμηγοῦ θὰ ἐπιβαίνῃ ὁ μέγας δοὺξ διάδοχος τοῦ ρωσσικοῦ θρόνου.: [531, 706, 876, 804]
- article-headline: Ο ΤΣΑΡΕΒΙΤΣ: [648, 648, 759, 665]
- article-subheadline: Ἡ χθεσινὴ δίκη. — Ὁ εὔζωνος Σαραντόπουλος: [1301, 633, 1534, 667]
- paragraph: Φανταζόμεθα τὴν θλῖψιν τοῦ Σουλτάνου διὰ τὸν θάνατον τοῦ τόσον προσφιλοῦς του συμβούλου, ὅστις ὁμοῦ εἶχε τόσον ἀδύνατον στόμαχον ὥστε δὲν ἠδύνατο νὰ χωνεύῃ τὰ παράξενα τῆς διοικήσεως καὶ τῶν ἀνακτορικῶν καφέν.: [150, 298, 522, 380]
- article-subheadline: Ἡ θαλαμηγὸς του εἰς τὸν Βόσπορον. — Ἐπετράπη νὰ διέλθῃ τὰ Δαρδανέλλια: [552, 668, 855, 701]
